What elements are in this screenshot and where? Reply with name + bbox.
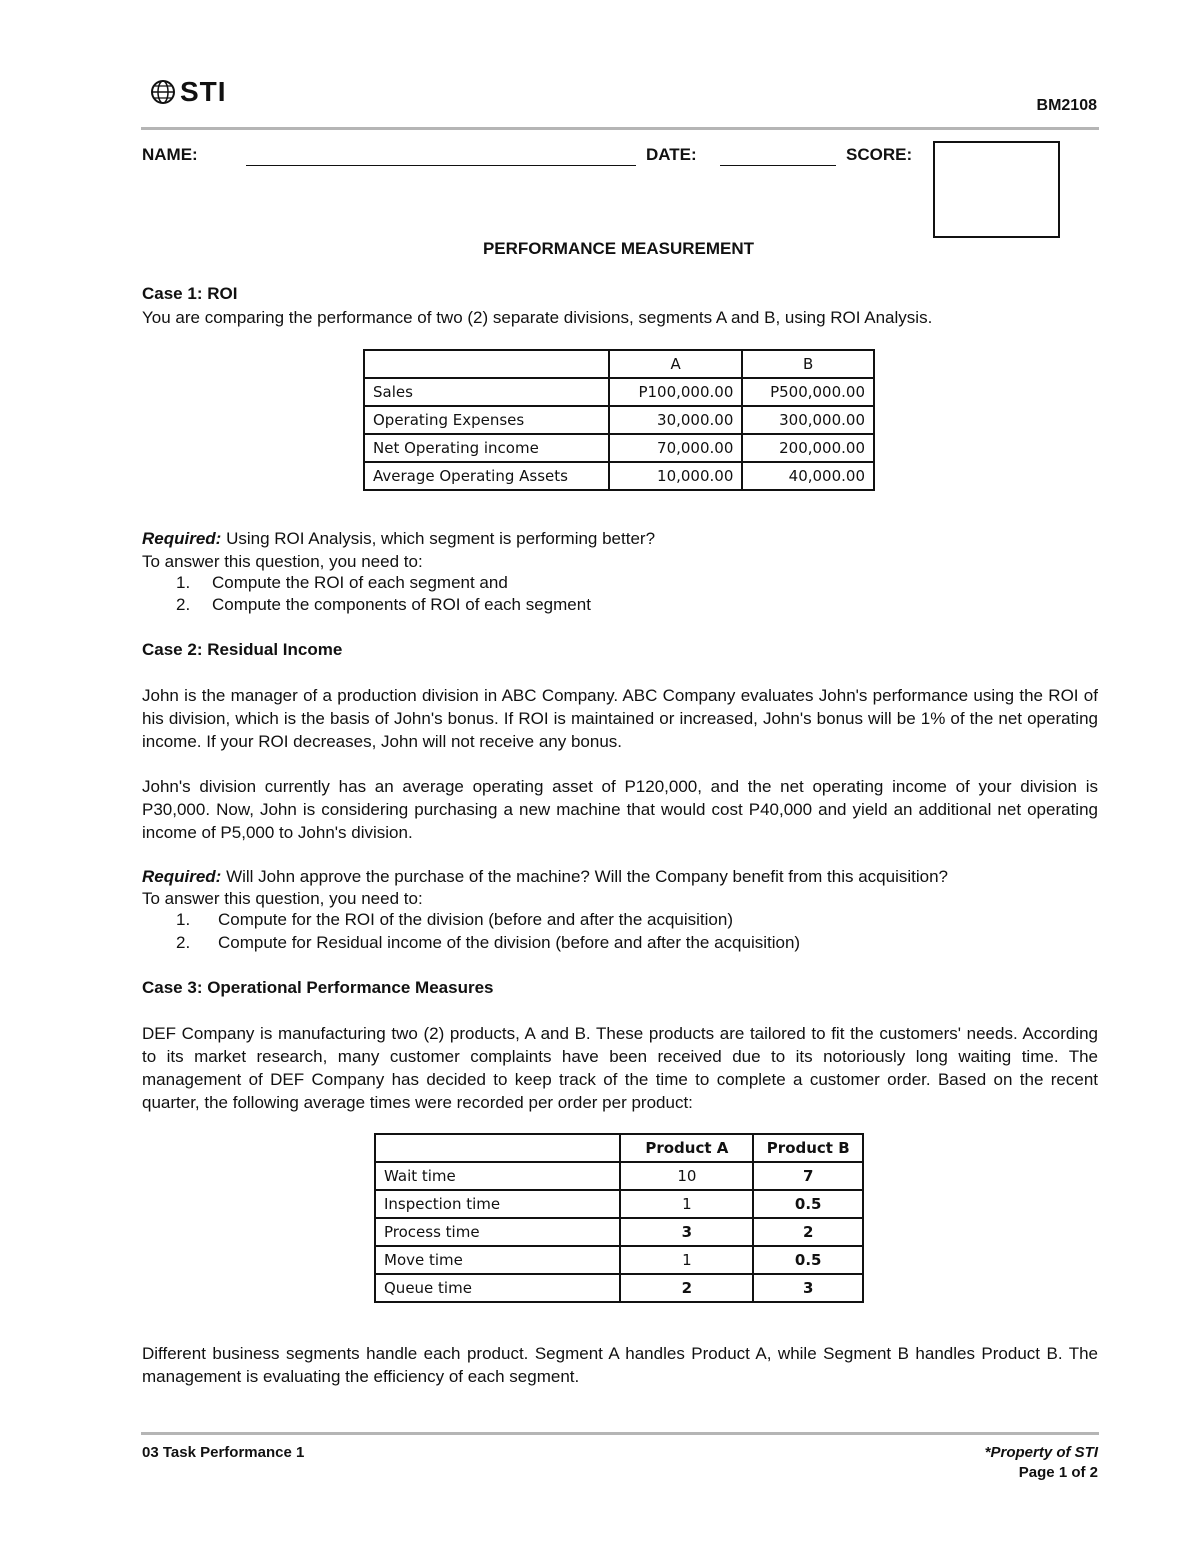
table-header-cell: Product B bbox=[753, 1134, 863, 1162]
time-table bbox=[374, 1133, 864, 1303]
case1-to-answer: To answer this question, you need to: bbox=[142, 552, 423, 571]
table-cell: Sales bbox=[364, 378, 609, 406]
table-row bbox=[364, 378, 874, 406]
table-row bbox=[375, 1190, 863, 1218]
table-header-cell: Product A bbox=[620, 1134, 753, 1162]
name-field[interactable] bbox=[246, 147, 636, 166]
case2-step-1: Compute for the ROI of the division (before and after the acquisition) bbox=[218, 910, 733, 929]
table-cell: Average Operating Assets bbox=[364, 462, 609, 490]
footer-task: 03 Task Performance 1 bbox=[142, 1444, 305, 1461]
list-number: 2. bbox=[176, 933, 191, 952]
table-cell: 0.5 bbox=[753, 1190, 863, 1218]
case2-heading: Case 2: Residual Income bbox=[142, 640, 343, 659]
table-cell: 3 bbox=[620, 1218, 753, 1246]
table-cell: 10,000.00 bbox=[609, 462, 743, 490]
score-box[interactable] bbox=[933, 141, 1060, 238]
table-cell: 70,000.00 bbox=[609, 434, 743, 462]
list-number: 2. bbox=[176, 595, 191, 614]
table-cell bbox=[375, 1134, 620, 1162]
page-title: PERFORMANCE MEASUREMENT bbox=[482, 239, 755, 258]
date-field[interactable] bbox=[720, 147, 836, 166]
table-cell: P100,000.00 bbox=[609, 378, 743, 406]
table-cell: 0.5 bbox=[753, 1246, 863, 1274]
table-cell bbox=[364, 350, 609, 378]
table-cell: Operating Expenses bbox=[364, 406, 609, 434]
required-label: Required: bbox=[142, 867, 222, 886]
table-cell: 7 bbox=[753, 1162, 863, 1190]
table-header-row bbox=[375, 1134, 863, 1162]
case2-to-answer: To answer this question, you need to: bbox=[142, 889, 423, 908]
case2-para2: John's division currently has an average operating asset of P120,000, and the net operating income of your division is P30,000. Now, John is considering purchasing a new machine that would cost P40,000 and yield an additional net operating income of P5,000 to John's division. bbox=[142, 777, 1098, 842]
table-row bbox=[375, 1274, 863, 1302]
globe-icon bbox=[150, 79, 176, 105]
date-label: DATE: bbox=[646, 145, 697, 164]
table-row bbox=[364, 462, 874, 490]
required-text: Using ROI Analysis, which segment is performing better? bbox=[221, 529, 656, 548]
table-cell: 40,000.00 bbox=[742, 462, 874, 490]
footer-page-number: Page 1 of 2 bbox=[1018, 1464, 1098, 1481]
footer-divider bbox=[141, 1432, 1099, 1435]
table-row bbox=[375, 1162, 863, 1190]
table-cell: 30,000.00 bbox=[609, 406, 743, 434]
table-cell: 1 bbox=[620, 1190, 753, 1218]
case3-para1: DEF Company is manufacturing two (2) products, A and B. These products are tailored to fit the customers' needs. According to its market research, many customer complaints have been received due to its notoriously long waiting time. The management of DEF Company has decided to keep track of the time to complete a customer order. Based on the recent quarter, the following average times were recorded per order per product: bbox=[142, 1024, 1098, 1112]
sti-logo bbox=[150, 76, 227, 108]
score-label: SCORE: bbox=[846, 145, 913, 164]
table-cell: 300,000.00 bbox=[742, 406, 874, 434]
table-row bbox=[375, 1246, 863, 1274]
table-cell: 3 bbox=[753, 1274, 863, 1302]
course-code: BM2108 bbox=[1036, 97, 1097, 114]
case2-step-2: Compute for Residual income of the division (before and after the acquisition) bbox=[218, 933, 801, 952]
roi-table bbox=[363, 349, 875, 491]
table-cell: Move time bbox=[375, 1246, 620, 1274]
table-cell: 1 bbox=[620, 1246, 753, 1274]
case1-required bbox=[142, 527, 1098, 550]
table-cell: 200,000.00 bbox=[742, 434, 874, 462]
list-number: 1. bbox=[176, 573, 191, 592]
footer-property: *Property of STI bbox=[984, 1444, 1098, 1461]
table-cell: 2 bbox=[753, 1218, 863, 1246]
case2-required bbox=[142, 865, 1098, 888]
table-cell: Inspection time bbox=[375, 1190, 620, 1218]
table-cell: Queue time bbox=[375, 1274, 620, 1302]
list-number: 1. bbox=[176, 910, 191, 929]
table-cell: 10 bbox=[620, 1162, 753, 1190]
case1-step-2: Compute the components of ROI of each segment bbox=[212, 595, 591, 614]
table-cell: P500,000.00 bbox=[742, 378, 874, 406]
table-row bbox=[375, 1218, 863, 1246]
case3-para2: Different business segments handle each product. Segment A handles Product A, while Segment B handles Product B. The management is evaluating the efficiency of each segment. bbox=[142, 1344, 1098, 1386]
case1-step-1: Compute the ROI of each segment and bbox=[212, 573, 508, 592]
table-header-row bbox=[364, 350, 874, 378]
required-label: Required: bbox=[142, 529, 222, 548]
table-row bbox=[364, 434, 874, 462]
table-row bbox=[364, 406, 874, 434]
table-cell: Process time bbox=[375, 1218, 620, 1246]
table-cell: 2 bbox=[620, 1274, 753, 1302]
table-cell: Net Operating income bbox=[364, 434, 609, 462]
case1-intro: You are comparing the performance of two (2) separate divisions, segments A and B, using ROI Analysis. bbox=[142, 308, 933, 327]
logo-text: STI bbox=[180, 76, 227, 107]
name-label: NAME: bbox=[142, 145, 198, 164]
header-divider bbox=[141, 127, 1099, 130]
table-header-cell: A bbox=[609, 350, 743, 378]
required-text: Will John approve the purchase of the machine? Will the Company benefit from this acquisition? bbox=[221, 867, 948, 886]
case2-para1: John is the manager of a production division in ABC Company. ABC Company evaluates John's performance using the ROI of his division, which is the basis of John's bonus. If ROI is maintained or increased, John's bonus will be 1% of the net operating income. If your ROI decreases, John will not receive any bonus. bbox=[142, 686, 1098, 751]
table-header-cell: B bbox=[742, 350, 874, 378]
table-cell: Wait time bbox=[375, 1162, 620, 1190]
case3-heading: Case 3: Operational Performance Measures bbox=[142, 978, 494, 997]
case1-heading: Case 1: ROI bbox=[142, 284, 238, 303]
